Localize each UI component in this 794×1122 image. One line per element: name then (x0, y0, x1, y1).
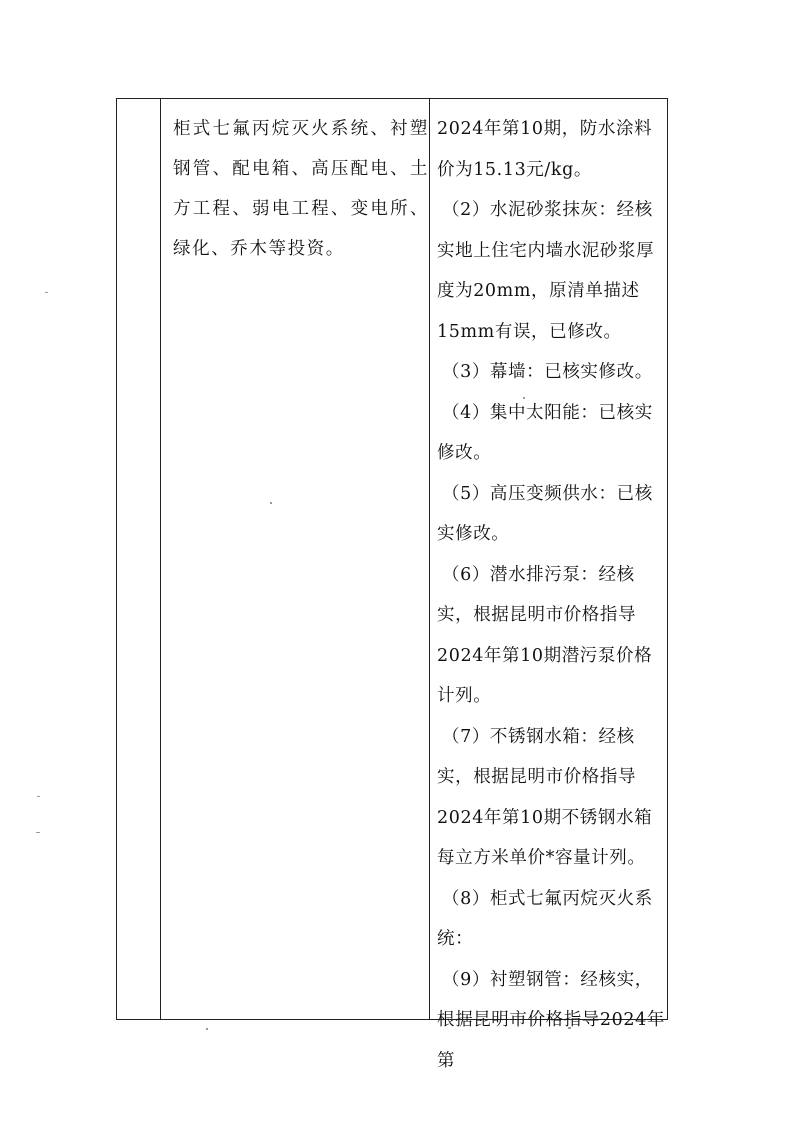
review-note: （5）高压变频供水：已核实修改。 (437, 483, 653, 544)
review-note: （4）集中太阳能：已核实修改。 (437, 402, 653, 463)
document-table (116, 98, 668, 1071)
review-note: （6）潜水排污泵：经核实，根据昆明市价格指导2024年第10期潜污泵价格计列。 (437, 564, 653, 706)
review-note: （9）衬塑钢管：经核实，根据昆明市价格指导2024年第 (437, 969, 665, 1071)
table-cell-review-notes (437, 99, 669, 1081)
table-column-divider (429, 99, 430, 1019)
review-note: （3）幕墙：已核实修改。 (442, 362, 653, 382)
scan-speck (45, 292, 48, 293)
scan-speck (37, 796, 40, 797)
review-note: （7）不锈钢水箱：经核实，根据昆明市价格指导2024年第10期不锈钢水箱每立方米单价*容量计列。 (437, 726, 653, 868)
table-column-divider (160, 99, 161, 1019)
scan-speck (36, 832, 40, 833)
review-note: （8）柜式七氟丙烷灭火系统： (437, 888, 653, 949)
review-note: 2024年第10期，防水涂料价为15.13元/kg。 (437, 119, 653, 180)
review-note: （2）水泥砂浆抹灰：经核实地上住宅内墙水泥砂浆厚度为20mm，原清单描述15mm有误，已修改。 (437, 200, 655, 342)
table-cell-scope: 柜式七氟丙烷灭火系统、衬塑钢管、配电箱、高压配电、土方工程、弱电工程、变电所、绿化、乔木等投资。 (173, 119, 429, 259)
scan-speck (206, 1028, 208, 1030)
